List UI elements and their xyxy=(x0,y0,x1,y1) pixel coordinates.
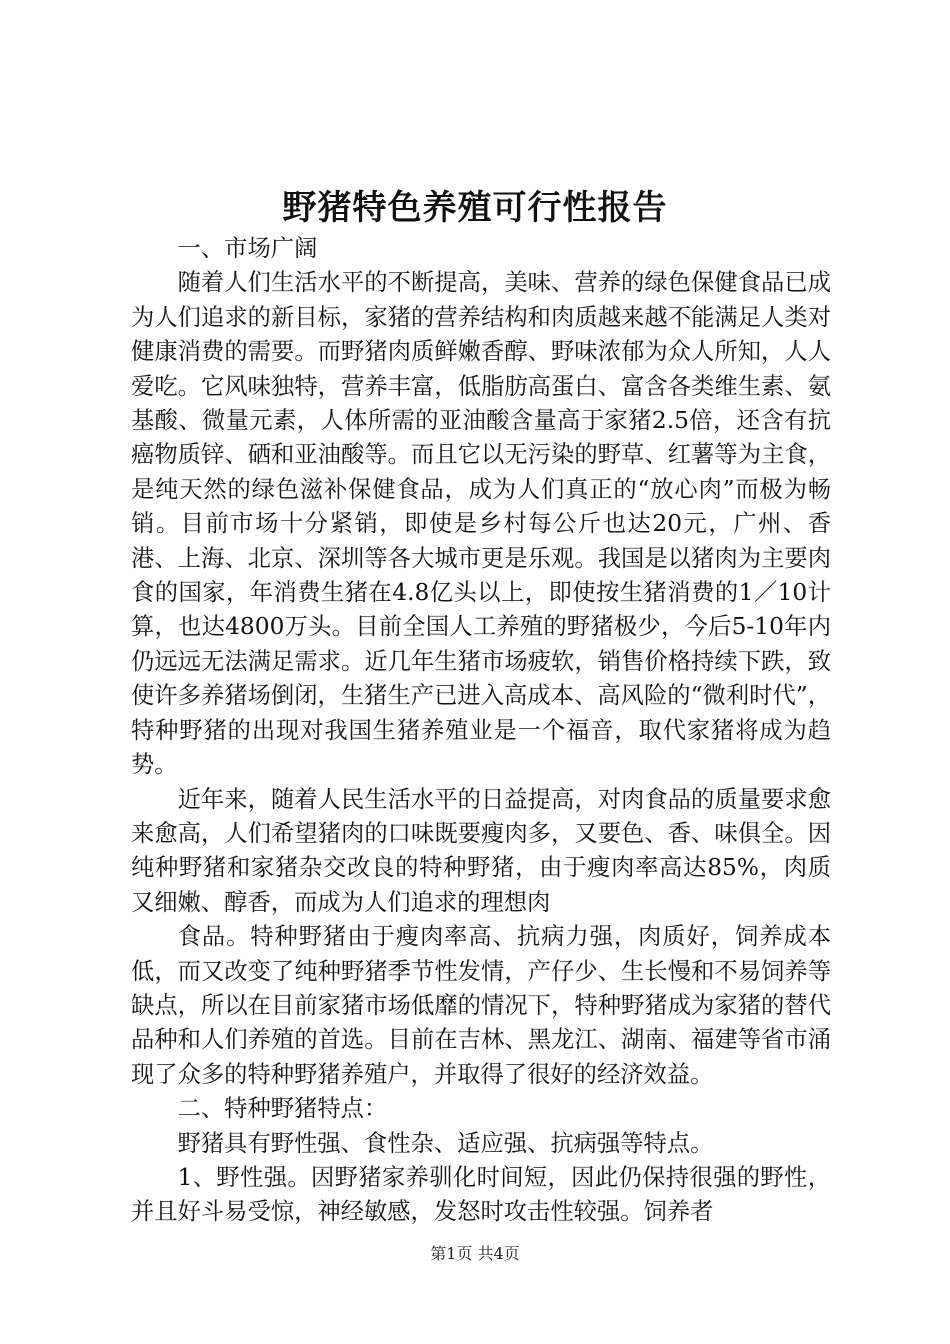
document-body xyxy=(131,232,831,1230)
paragraph: 随着人们生活水平的不断提高，美味、营养的绿色保健食品已成为人们追求的新目标，家猪的营养结构和肉质越来越不能满足人类对健康消费的需要。而野猪肉质鲜嫩香醇、野味浓郁为众人所知，人人爱吃。它风味独特，营养丰富，低脂肪高蛋白、富含各类维生素、氨基酸、微量元素，人体所需的亚油酸含量高于家猪2.5倍，还含有抗癌物质锌、硒和亚油酸等。而且它以无污染的野草、红薯等为主食，是纯天然的绿色滋补保健食品，成为人们真正的“放心肉”而极为畅销。目前市场十分紧销，即使是乡村每公斤也达20元，广州、香港、上海、北京、深圳等各大城市更是乐观。我国是以猪肉为主要肉食的国家，年消费生猪在4.8亿头以上，即使按生猪消费的1／10计算，也达4800万头。目前全国人工养殖的野猪极少，今后5-10年内仍远远无法满足需求。近几年生猪市场疲软，销售价格持续下跌，致使许多养猪场倒闭，生猪生产已进入高成本、高风险的“微利时代”，特种野猪的出现对我国生猪养殖业是一个福音，取代家猪将成为趋势。 xyxy=(131,269,831,779)
paragraph: 1、野性强。因野猪家养驯化时间短，因此仍保持很强的野性，并且好斗易受惊，神经敏感，发怒时攻击性较强。饲养者 xyxy=(131,1163,831,1226)
page-number-footer: 第1页 共4页 xyxy=(430,1244,520,1263)
paragraph: 野猪具有野性强、食性杂、适应强、抗病强等特点。 xyxy=(177,1129,714,1157)
section-heading-market: 一、市场广阔 xyxy=(177,235,318,262)
section-heading-features: 二、特种野猪特点： xyxy=(177,1095,388,1123)
document-title: 野猪特色养殖可行性报告 xyxy=(282,188,668,228)
paragraph: 食品。特种野猪由于瘦肉率高、抗病力强，肉质好，饲养成本低，而又改变了纯种野猪季节性发情，产仔少、生长慢和不易饲养等缺点，所以在目前家猪市场低靡的情况下，特种野猪成为家猪的替代品种和人们养殖的首选。目前在吉林、黑龙江、湖南、福建等省市涌现了众多的特种野猪养殖户，并取得了很好的经济效益。 xyxy=(131,923,831,1088)
paragraph: 近年来，随着人民生活水平的日益提高，对肉食品的质量要求愈来愈高，人们希望猪肉的口味既要瘦肉多，又要色、香、味俱全。因纯种野猪和家猪杂交改良的特种野猪，由于瘦肉率高达85%，肉质又细嫩、醇香，而成为人们追求的理想肉 xyxy=(131,785,831,916)
